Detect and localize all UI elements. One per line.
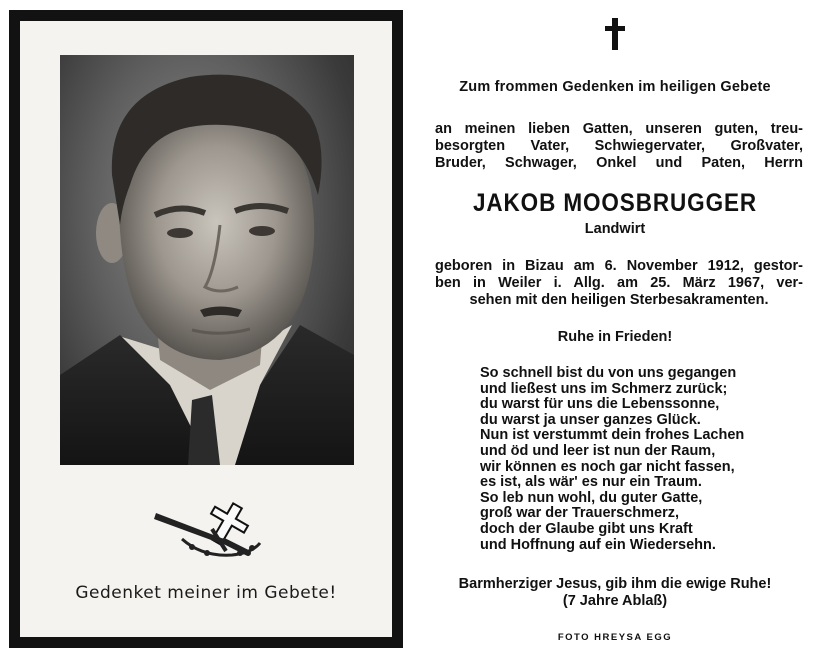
left-card-inner	[20, 21, 392, 637]
portrait-illustration	[60, 55, 354, 465]
poem-line: es ist, als wär' es nur ein Traum.	[480, 474, 702, 491]
poem-line: du warst für uns die Lebenssonne,	[480, 396, 720, 413]
poem-line: wir können es noch gar nicht fassen,	[480, 458, 735, 475]
poem-line: und ließest uns im Schmerz zurück;	[480, 380, 728, 397]
memorial-card-right	[420, 0, 810, 659]
poem-line: und öd und leer ist nun der Raum,	[480, 442, 716, 459]
prayer-line: Barmherziger Jesus, gib ihm die ewige Ruhe!	[458, 576, 772, 592]
poem-line: groß war der Trauerschmerz,	[480, 505, 680, 522]
photo-credit: FOTO HREYSA EGG	[557, 632, 673, 643]
poem-line: doch der Glaube gibt uns Kraft	[480, 520, 693, 537]
poem-line: So schnell bist du von uns gegangen	[480, 365, 737, 381]
card-heading: Zum frommen Gedenken im heiligen Gebete	[459, 79, 771, 95]
indulgence-note: (7 Jahre Ablaß)	[562, 593, 668, 609]
left-caption: Gedenket meiner im Gebete!	[75, 583, 337, 603]
poem-line: Nun ist verstummt dein frohes Lachen	[480, 427, 745, 444]
deceased-name: JAKOB MOOSBRUGGER	[472, 189, 758, 217]
rip-text: Ruhe in Frieden!	[557, 329, 673, 345]
portrait-photo	[60, 55, 354, 465]
intro-line: Bruder, Schwager, Onkel und Paten, Herrn	[435, 155, 803, 171]
poem	[480, 366, 744, 553]
bio-text	[435, 258, 803, 309]
cross-icon	[605, 18, 625, 50]
intro-line: an meinen lieben Gatten, unseren guten, treu-	[435, 121, 803, 137]
bio-line: sehen mit den heiligen Sterbesakramenten.	[469, 292, 769, 308]
poem-line: So leb nun wohl, du guter Gatte,	[480, 489, 703, 506]
occupation: Landwirt	[584, 221, 646, 237]
sword-cross-wreath-icon	[152, 499, 264, 561]
poem-line: und Hoffnung auf ein Wiedersehn.	[480, 536, 716, 553]
bio-line: ben in Weiler i. Allg. am 25. März 1967, ver-	[435, 275, 803, 291]
memorial-card-left	[9, 10, 403, 648]
intro-text	[435, 121, 803, 172]
intro-line: besorgten Vater, Schwiegervater, Großvater,	[435, 138, 803, 154]
poem-line: du warst ja unser ganzes Glück.	[480, 411, 701, 428]
bio-line: geboren in Bizau am 6. November 1912, gestor-	[435, 258, 803, 274]
prayer-text	[420, 576, 810, 610]
